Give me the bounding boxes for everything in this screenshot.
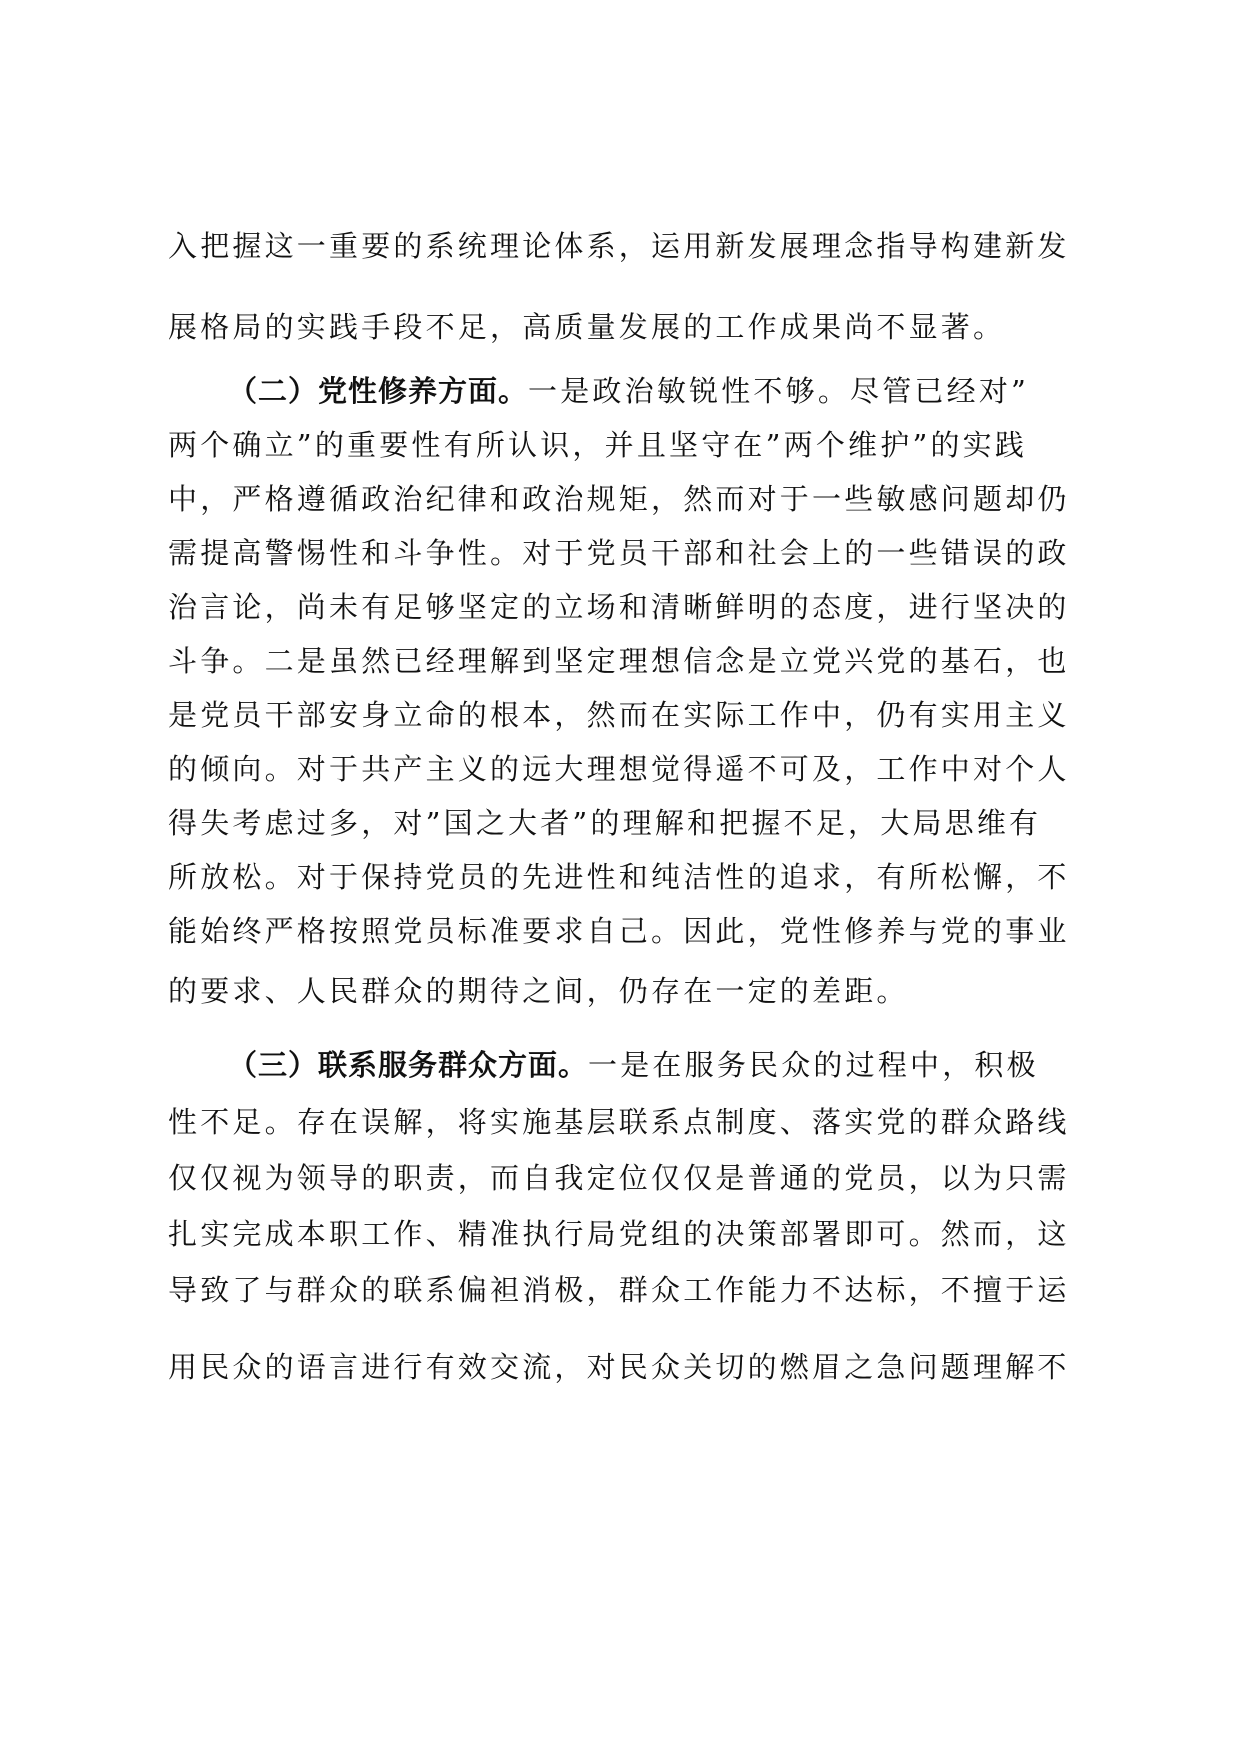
body-text-line: 导致了与群众的联系偏袒消极，群众工作能力不达标，不擅于运 [168,1273,1070,1307]
body-text: 一是政治敏锐性不够。尽管已经对” [528,374,1030,408]
body-text-line: 两个确立”的重要性有所认识，并且坚守在”两个维护”的实践 [168,428,1028,462]
body-text-line: 性不足。存在误解，将实施基层联系点制度、落实党的群众路线 [168,1105,1070,1139]
paragraph-first-line [228,1045,1080,1085]
body-text-line: 能始终严格按照党员标准要求自己。因此，党性修养与党的事业 [168,914,1070,948]
body-text-line: 用民众的语言进行有效交流，对民众关切的燃眉之急问题理解不 [168,1350,1070,1384]
body-text-line: 所放松。对于保持党员的先进性和纯洁性的追求，有所松懈，不 [168,860,1070,894]
body-text-line: 的要求、人民群众的期待之间，仍存在一定的差距。 [168,974,909,1008]
body-text-line: 是党员干部安身立命的根本，然而在实际工作中，仍有实用主义 [168,698,1070,732]
body-text: 一是在服务民众的过程中，积极 [588,1048,1039,1082]
section-heading: （二）党性修养方面。 [228,374,529,408]
body-text-line: 需提高警惕性和斗争性。对于党员干部和社会上的一些错误的政 [168,536,1070,570]
section-heading: （三）联系服务群众方面。 [228,1048,589,1082]
body-text-line: 的倾向。对于共产主义的远大理想觉得遥不可及，工作中对个人 [168,752,1070,786]
paragraph-first-line [228,371,1080,411]
body-text-line: 斗争。二是虽然已经理解到坚定理想信念是立党兴党的基石，也 [168,644,1070,678]
body-text-line: 得失考虑过多，对”国之大者”的理解和把握不足，大局思维有 [168,806,1042,840]
body-text-line: 治言论，尚未有足够坚定的立场和清晰鲜明的态度，进行坚决的 [168,590,1070,624]
body-text-line: 扎实完成本职工作、精准执行局党组的决策部署即可。然而，这 [168,1217,1070,1251]
body-text-line: 入把握这一重要的系统理论体系，运用新发展理念指导构建新发 [168,229,1070,263]
body-text-line: 中，严格遵循政治纪律和政治规矩，然而对于一些敏感问题却仍 [168,482,1070,516]
body-text-line: 仅仅视为领导的职责，而自我定位仅仅是普通的党员，以为只需 [168,1161,1070,1195]
body-text-line: 展格局的实践手段不足，高质量发展的工作成果尚不显著。 [168,310,1006,344]
